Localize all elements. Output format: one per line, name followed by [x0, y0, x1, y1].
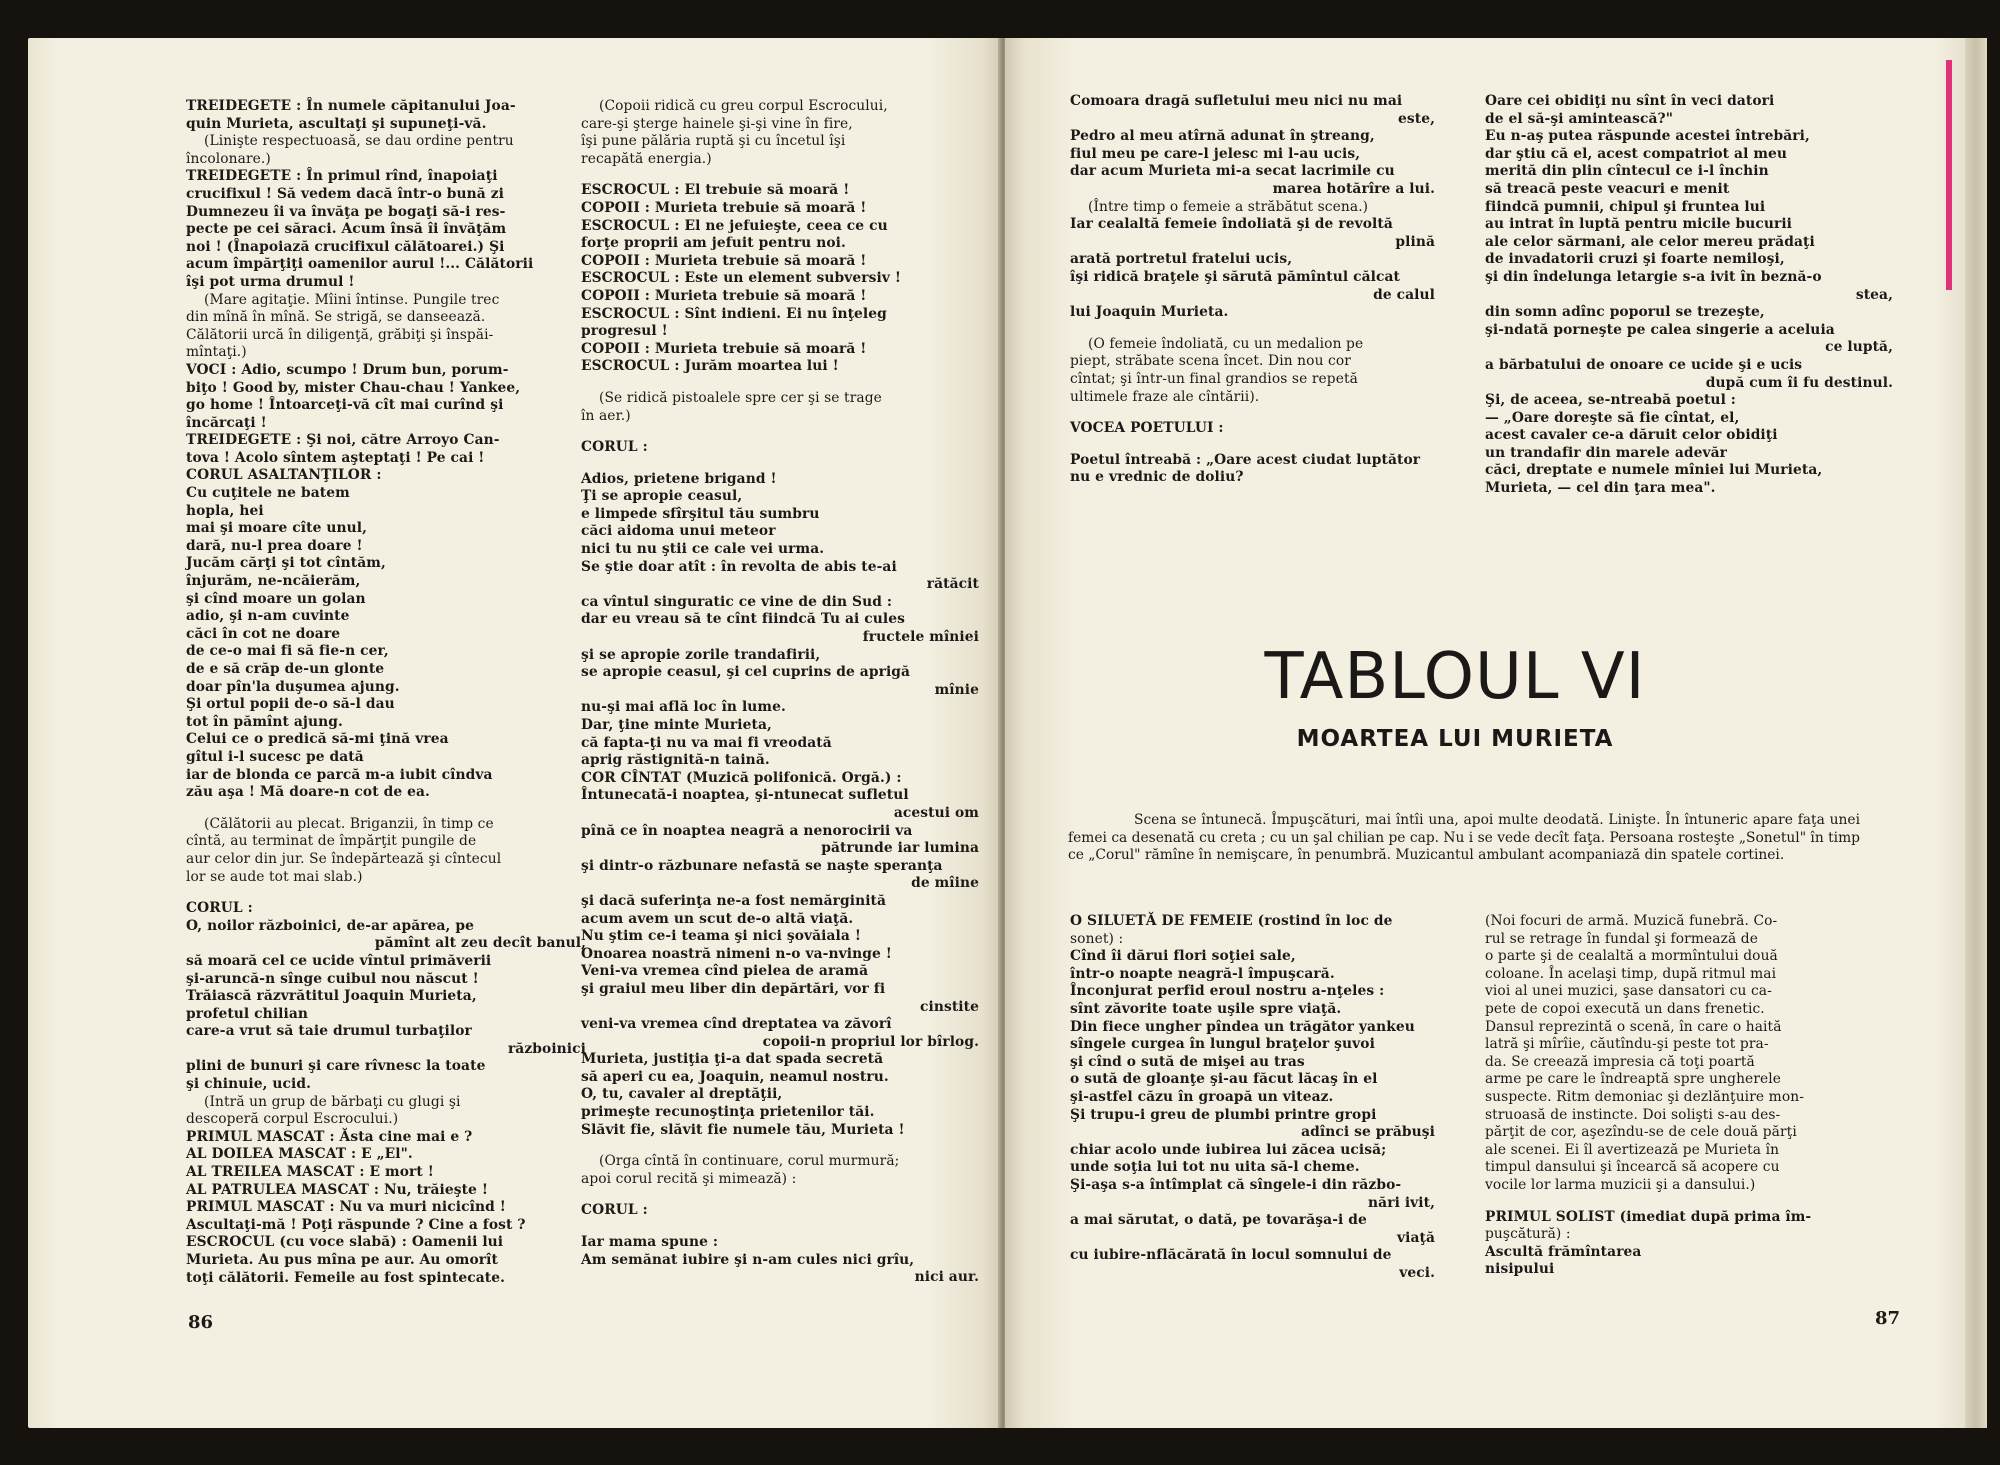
left-col2-line: Murieta, justiţia ţi-a dat spada secretă: [581, 1051, 884, 1068]
right-col1-line: plină: [1395, 233, 1435, 250]
left-col2-line: [581, 457, 979, 471]
left-col1-line: aur celor din jur. Se îndepărtează şi cîntecul: [186, 850, 502, 867]
left-col2-line: [581, 425, 979, 439]
right-col1-line: arată portretul fratelui ucis,: [1070, 251, 1293, 268]
left-col2-line: Am semănat iubire şi n-am cules nici grîu,: [581, 1251, 915, 1268]
left-col2-line: Onoarea noastră nimeni n-o va-nvinge !: [581, 945, 892, 962]
left-col2-line: pînă ce în noaptea neagră a nenorocirii va: [581, 822, 913, 839]
left-col2-line: COPOII : Murieta trebuie să moară !: [581, 287, 867, 304]
right-col2-line: stea,: [1855, 286, 1893, 303]
left-col1-line: adio, şi n-am cuvinte: [186, 608, 350, 625]
left-col1-line: şi cînd moare un golan: [186, 590, 366, 607]
left-col2-line: Adios, prietene brigand !: [581, 470, 777, 487]
left-col2-line: ESCROCUL : Jurăm moartea lui !: [581, 358, 839, 375]
left-col1-line: cîntă, au terminat de împărţit pungile de: [186, 833, 477, 850]
left-col2-line: ca vîntul singuratic ce vine de din Sud :: [581, 593, 893, 610]
right-col2-line: ale celor sărmani, ale celor mereu prădaţi: [1485, 233, 1815, 250]
right-col3-line: Şi-aşa s-a întîmplat că sîngele-i din războ-: [1070, 1176, 1402, 1193]
right-col2-line: de invadatorii cruzi şi foarte nemiloşi,: [1485, 251, 1785, 268]
left-col2-line: şi dintr-o răzbunare nefastă se naşte speranţa: [581, 857, 943, 874]
right-col4-line: Ascultă frămîntarea: [1485, 1243, 1642, 1260]
left-col2-line: [581, 1188, 979, 1202]
left-col1-line: Murieta. Au pus mîna pe aur. Au omorît: [186, 1252, 498, 1268]
left-col2-line: veni-va vremea cînd dreptatea va zăvorî: [581, 1016, 892, 1033]
left-col1-line: războinici: [507, 1040, 586, 1057]
right-col4-line: coloane. În acelaşi timp, după ritmul mai: [1485, 965, 1777, 982]
right-col1-line: cîntat; şi într-un final grandios se repetă: [1070, 370, 1358, 387]
right-col2-line: au intrat în luptă pentru micile bucurii: [1485, 216, 1793, 233]
left-col2-line: (Orga cîntă în continuare, corul murmură;: [599, 1153, 900, 1170]
left-col1-line: (Mare agitaţie. Mîini întinse. Pungile trec: [204, 291, 500, 308]
left-col2-line: şi dacă suferinţa ne-a fost nemărginită: [581, 892, 887, 909]
left-col1-line: CORUL ASALTANŢILOR :: [186, 467, 382, 484]
right-col1-line: [1070, 322, 1435, 336]
left-col2-line: Ţi se apropie ceasul,: [581, 488, 743, 505]
left-col1-line: Jucăm cărţi şi tot cîntăm,: [186, 555, 386, 572]
left-col2-line: fructele mîniei: [862, 629, 979, 646]
left-col2-line: Se ştie doar atît : în revolta de abis te-ai: [581, 558, 897, 575]
left-col2-line: de mîine: [911, 875, 979, 892]
left-col1-line: quin Murieta, ascultaţi şi supuneţi-vă.: [186, 115, 487, 132]
left-col1-line: (Călătorii au plecat. Briganzii, în timp ce: [204, 815, 494, 832]
left-col2-line: nici aur.: [914, 1269, 979, 1286]
right-col4-line: puşcătură) :: [1485, 1226, 1571, 1243]
right-col2-line: să treacă peste veacuri e menit: [1485, 180, 1730, 197]
right-col1-line: Comoara dragă sufletului meu nici nu mai: [1070, 93, 1403, 109]
left-col1-line: biţo ! Good by, mister Chau-chau ! Yankee,: [186, 379, 521, 396]
right-col2-line: a bărbatului de onoare ce ucide şi e ucis: [1485, 356, 1803, 373]
left-col1-line: AL PATRULEA MASCAT : Nu, trăieşte !: [186, 1181, 488, 1198]
left-col1-line: şi-aruncă-n sînge cuibul nou născut !: [186, 970, 479, 987]
left-col2-line: ESCROCUL : Sînt indieni. Ei nu înţeleg: [581, 305, 887, 322]
right-col2-line: fiindcă pumnii, chipul şi fruntea lui: [1485, 198, 1766, 215]
left-col1-line: zău aşa ! Mă doare-n cot de ea.: [186, 784, 430, 801]
right-col3-line: Cînd îi dărui flori soţiei sale,: [1070, 948, 1296, 965]
right-col3-line: într-o noapte neagră-l împuşcară.: [1070, 965, 1335, 982]
left-col1-line: Dumnezeu îi va învăţa pe bogaţi să-i res-: [186, 203, 506, 220]
left-col1-line: din mînă în mînă. Se strigă, se danseează.: [186, 309, 486, 326]
left-col1-line: să moară cel ce ucide vîntul primăverii: [186, 952, 492, 969]
right-col4-line: vocile lor larma muzicii şi a dansului.): [1485, 1176, 1756, 1193]
left-col1-line: care-a vrut să taie drumul turbaţilor: [186, 1023, 472, 1040]
left-col2-line: se apropie ceasul, şi cel cuprins de aprigă: [581, 664, 911, 681]
right-col1-line: [1070, 438, 1435, 452]
right-col4-line: o parte şi de cealaltă a mormîntului două: [1485, 948, 1778, 965]
section-title: TABLOUL VI: [1264, 640, 1646, 714]
right-col4-line: rul se retrage în fundal şi formează de: [1485, 930, 1758, 947]
left-col2-line: CORUL :: [581, 439, 648, 456]
left-col2-line: (Se ridică pistoalele spre cer şi se trage: [599, 389, 882, 406]
left-col1-line: acum împărţiţi oamenilor aurul !... Călătorii: [186, 256, 534, 273]
left-col2-line: mînie: [934, 681, 979, 698]
right-col3-line: sîngele curgea în lungul braţelor şuvoi: [1070, 1036, 1375, 1053]
right-col3-line: chiar acolo unde iubirea lui zăcea ucisă;: [1070, 1141, 1387, 1158]
left-col1-line: profetul chilian: [186, 1005, 309, 1022]
left-col1-line: TREIDEGETE : În numele căpitanului Joa-: [186, 98, 516, 114]
right-col2-line: după cum îi fu destinul.: [1705, 374, 1893, 391]
left-col2-line: Nu ştim ce-i teama şi nici şovăiala !: [581, 928, 861, 945]
page-number-right: 87: [1875, 1308, 1901, 1329]
left-col2-line: că fapta-ţi nu va mai fi vreodată: [581, 734, 832, 751]
right-col2-line: şi din îndelunga letargie s-a ivit în beznă-o: [1485, 268, 1822, 285]
right-col3-line: cu iubire-nflăcărată în locul somnului de: [1070, 1247, 1392, 1264]
left-col1-line: O, noilor războinici, de-ar apărea, pe: [186, 917, 474, 934]
right-col3-line: sonet) :: [1070, 930, 1124, 947]
right-col3-line: a mai sărutat, o dată, pe tovarăşa-i de: [1070, 1212, 1367, 1229]
right-col1-line: (O femeie îndoliată, cu un medalion pe: [1088, 335, 1364, 352]
right-col3-line: nări ivit,: [1368, 1194, 1435, 1211]
right-col3-line: şi-astfel căzu în groapă un viteaz.: [1070, 1088, 1334, 1105]
left-col2-line: progresul !: [581, 323, 668, 340]
left-col2-line: Dar, ţine minte Murieta,: [581, 717, 772, 733]
right-col3-line: Înconjurat perfid eroul nostru a-nţeles :: [1070, 983, 1385, 1000]
right-col2-line: şi-ndată porneşte pe calea singerie a aceluia: [1485, 321, 1835, 338]
left-col1-line: Celui ce o predică să-mi ţină vrea: [186, 731, 449, 748]
left-col2-line: O, tu, cavaler al dreptăţii,: [581, 1086, 783, 1103]
right-col2-line: Murieta, — cel din ţara mea".: [1485, 480, 1716, 497]
left-col1-line: go home ! Întoarceţi-vă cît mai curînd şi: [186, 397, 504, 414]
left-col1-line: noi ! (Înapoiază crucifixul călătoarei.) Şi: [186, 238, 505, 255]
left-col1-line: VOCI : Adio, scumpo ! Drum bun, porum-: [186, 361, 509, 378]
right-page-column-2: [1485, 93, 1893, 498]
right-col1-line: [1070, 406, 1435, 420]
left-col1-line: doar pîn'la duşumea ajung.: [186, 678, 400, 695]
right-col4-line: latră şi mîrîie, căutîndu-şi peste tot pra-: [1485, 1036, 1769, 1053]
right-col4-line: (Noi focuri de armă. Muzică funebră. Co-: [1485, 913, 1778, 929]
right-page-column-1: [1070, 93, 1435, 487]
right-col3-line: sînt zăvorite toate uşile spre viaţă.: [1070, 1000, 1342, 1017]
left-col2-line: Slăvit fie, slăvit fie numele tău, Murieta !: [581, 1121, 905, 1138]
left-col1-line: [186, 802, 586, 816]
left-col2-line: [581, 1139, 979, 1153]
left-col2-line: Iar mama spune :: [581, 1234, 719, 1251]
right-col3-line: unde soţia lui tot nu uita să-l cheme.: [1070, 1159, 1360, 1176]
left-col2-line: îşi pune pălăria ruptă şi cu încetul îşi: [581, 133, 846, 150]
right-col2-line: merită din plin cîntecul ce i-l închin: [1485, 163, 1769, 180]
right-page-column-3: [1070, 913, 1435, 1282]
left-col2-line: ESCROCUL : El ne jefuieşte, ceea ce cu: [581, 217, 888, 234]
left-col2-line: şi se apropie zorile trandafirii,: [581, 646, 821, 663]
right-col1-line: dar acum Murieta mi-a secat lacrimile cu: [1070, 163, 1395, 180]
left-col1-line: îşi pot urma drumul !: [186, 273, 355, 290]
right-col2-line: căci, dreptate e numele mîniei lui Murieta,: [1485, 462, 1823, 479]
left-col1-line: AL TREILEA MASCAT : E mort !: [186, 1164, 434, 1181]
right-col3-line: veci.: [1399, 1264, 1435, 1281]
left-col1-line: plini de bunuri şi care rîvnesc la toate: [186, 1058, 486, 1075]
right-col3-line: Din fiece ungher pîndea un trăgător yankeu: [1070, 1018, 1415, 1035]
page-number-left: 86: [188, 1312, 214, 1333]
right-col4-line: timpul dansului şi încearcă să acopere cu: [1485, 1159, 1780, 1176]
left-col2-line: [581, 168, 979, 182]
left-col1-line: Cu cuţitele ne batem: [186, 485, 350, 502]
right-col4-line: vioi al unei muzici, şase dansatori cu ca-: [1485, 983, 1772, 1000]
left-col2-line: forţe proprii am jefuit pentru noi.: [581, 235, 846, 252]
left-col1-line: TREIDEGETE : În primul rînd, înapoiaţi: [186, 168, 498, 185]
left-col2-line: să aperi cu ea, Joaquin, neamul nostru.: [581, 1068, 889, 1085]
left-col1-line: gîtul i-l sucesc pe dată: [186, 748, 364, 765]
left-col2-line: recapătă energia.): [581, 150, 712, 167]
right-col4-line: nisipului: [1485, 1261, 1555, 1278]
left-col2-line: (Copoii ridică cu greu corpul Escrocului,: [599, 98, 888, 114]
left-col2-line: COPOII : Murieta trebuie să moară !: [581, 199, 867, 216]
right-col1-line: lui Joaquin Murieta.: [1070, 304, 1229, 321]
right-col2-line: — „Oare doreşte să fie cîntat, el,: [1485, 409, 1740, 426]
left-col2-line: CORUL :: [581, 1202, 648, 1219]
right-col1-line: îşi ridică braţele şi sărută pămîntul călcat: [1070, 268, 1400, 285]
right-col4-line: ale scenei. Ei îl avertizează pe Murieta în: [1485, 1141, 1780, 1158]
left-col2-line: căci aidoma unui meteor: [581, 523, 776, 540]
left-col1-line: lor se aude tot mai slab.): [186, 868, 363, 885]
right-col4-line: struoasă de instincte. Doi solişti s-au des-: [1485, 1106, 1781, 1123]
left-col1-line: Trăiască răzvrătitul Joaquin Murieta,: [186, 988, 477, 1005]
right-col4-line: [1485, 1195, 1893, 1209]
right-col2-line: de el să-şi amintească?": [1485, 110, 1673, 127]
right-col4-line: suspecte. Ritm demoniac şi dezlănţuire mon-: [1485, 1088, 1804, 1105]
right-col4-line: PRIMUL SOLIST (imediat după prima îm-: [1485, 1208, 1812, 1225]
right-page-column-4: [1485, 913, 1893, 1279]
left-col1-line: descoperă corpul Escrocului.): [186, 1111, 399, 1128]
bookmark-ribbon: [1946, 60, 1952, 290]
right-col2-line: dar ştiu că el, acest compatriot al meu: [1485, 145, 1788, 162]
scene-intro-paragraph: Scena se întunecă. Împuşcături, mai întîi una, apoi multe deodată. Linişte. În întuneric apare faţa unei femei ca desenată cu creta ; cu un şal chilian pe cap. Nu i se vede decît faţa. Persoana rosteşte „Sonetul" în timp ce „Corul" rămîne în nemişcare, în penumbră. Muzicantul ambulant acompaniază din spatele cortinei.: [1068, 812, 1860, 864]
left-page-column-2: [581, 98, 979, 1287]
left-col2-line: COPOII : Murieta trebuie să moară !: [581, 340, 867, 357]
left-col2-line: şi graiul meu liber din depărtări, vor fi: [581, 980, 886, 997]
left-col1-line: încolonare.): [186, 150, 271, 167]
right-col1-line: de calul: [1373, 286, 1435, 303]
right-col3-line: o sută de gloanţe şi-au făcut lăcaş în el: [1070, 1071, 1378, 1088]
left-col1-line: Şi ortul popii de-o să-l dau: [186, 696, 395, 713]
right-col2-line: Eu n-aş putea răspunde acestei întrebări,: [1485, 128, 1810, 145]
section-subtitle: MOARTEA LUI MURIETA: [1296, 726, 1614, 752]
page-edge: [1965, 38, 1987, 1428]
right-col1-line: nu e vrednic de doliu?: [1070, 469, 1244, 486]
right-col1-line: Poetul întreabă : „Oare acest ciudat luptător: [1070, 451, 1421, 468]
left-col1-line: CORUL :: [186, 900, 253, 917]
right-col1-line: Pedro al meu atîrnă adunat în ştreang,: [1070, 128, 1375, 145]
right-col3-line: O SILUETĂ DE FEMEIE (rostind în loc de: [1070, 913, 1393, 929]
left-col1-line: TREIDEGETE : Şi noi, către Arroyo Can-: [186, 432, 500, 449]
left-col2-line: cinstite: [919, 998, 979, 1015]
left-col1-line: mîntaţi.): [186, 344, 247, 361]
right-col4-line: da. Se creează impresia că toţi poartă: [1485, 1053, 1755, 1070]
left-col2-line: ESCROCUL : El trebuie să moară !: [581, 182, 850, 199]
left-page-column-1: [186, 98, 586, 1287]
left-col1-line: hopla, hei: [186, 502, 264, 519]
right-col1-line: piept, străbate scena încet. Din nou cor: [1070, 353, 1351, 370]
left-col1-line: încărcaţi !: [186, 414, 267, 431]
left-col1-line: dară, nu-l prea doare !: [186, 537, 363, 554]
left-col2-line: e limpede sfîrşitul tău sumbru: [581, 505, 820, 522]
right-col2-line: ce luptă,: [1825, 339, 1893, 356]
right-col1-line: ultimele fraze ale cîntării).: [1070, 388, 1260, 405]
left-col2-line: ESCROCUL : Este un element subversiv !: [581, 270, 902, 287]
left-col2-line: [581, 376, 979, 390]
right-col4-line: Dansul reprezintă o scenă, în care o haită: [1485, 1018, 1782, 1035]
right-col1-line: (Între timp o femeie a străbătut scena.): [1088, 198, 1369, 215]
right-col1-line: marea hotărîre a lui.: [1272, 180, 1435, 197]
right-col2-line: Şi, de aceea, se-ntreabă poetul :: [1485, 392, 1737, 409]
left-col1-line: mai şi moare cîte unul,: [186, 520, 368, 537]
right-col1-line: Iar cealaltă femeie îndoliată şi de revoltă: [1070, 216, 1393, 233]
left-col1-line: (Intră un grup de bărbaţi cu glugi şi: [204, 1093, 461, 1110]
left-col2-line: COPOII : Murieta trebuie să moară !: [581, 252, 867, 269]
left-col2-line: primeşte recunoştinţa prietenilor tăi.: [581, 1104, 875, 1121]
left-col1-line: tova ! Acolo sîntem aşteptaţi ! Pe cai !: [186, 449, 485, 466]
left-col1-line: de e să crăp de-un glonte: [186, 661, 385, 677]
left-page: [28, 38, 1003, 1428]
right-col3-line: Şi trupu-i greu de plumbi printre gropi: [1070, 1106, 1377, 1123]
left-col2-line: în aer.): [581, 407, 631, 424]
left-col2-line: copoii-n propriul lor bîrlog.: [762, 1033, 979, 1050]
left-col1-line: de ce-o mai fi să fie-n cer,: [186, 643, 389, 660]
left-col2-line: aprig răstignită-n taină.: [581, 752, 770, 769]
left-col2-line: COR CÎNTAT (Muzică polifonică. Orgă.) :: [581, 769, 902, 786]
left-col1-line: PRIMUL MASCAT : Ăsta cine mai e ?: [186, 1128, 473, 1145]
left-col2-line: care-şi şterge hainele şi-şi vine în fire,: [581, 115, 853, 132]
left-col1-line: ESCROCUL (cu voce slabă) : Oamenii lui: [186, 1234, 504, 1251]
right-col3-line: şi cînd o sută de mişei au tras: [1070, 1053, 1305, 1070]
left-col2-line: apoi corul recită şi mimează) :: [581, 1170, 797, 1187]
left-col1-line: căci în cot ne doare: [186, 625, 341, 642]
left-col1-line: iar de blonda ce parcă m-a iubit cîndva: [186, 766, 493, 783]
left-col2-line: pătrunde iar lumina: [821, 840, 979, 857]
left-col1-line: înjurăm, ne-ncăierăm,: [186, 573, 361, 590]
left-col2-line: dar eu vreau să te cînt fiindcă Tu ai cules: [581, 611, 905, 628]
right-col1-line: fiul meu pe care-l jelesc mi l-au ucis,: [1070, 145, 1361, 162]
left-col2-line: acum avem un scut de-o altă viaţă.: [581, 910, 854, 927]
left-col1-line: Ascultaţi-mă ! Poţi răspunde ? Cine a fost ?: [186, 1216, 526, 1233]
left-col2-line: rătăcit: [926, 576, 979, 593]
left-col1-line: pecte pe cei săraci. Acum însă îi învăţăm: [186, 221, 507, 238]
left-col1-line: pămînt alt zeu decît banul,: [374, 935, 586, 952]
right-col1-line: VOCEA POETULUI :: [1070, 420, 1224, 437]
left-col2-line: Veni-va vremea cînd pielea de aramă: [581, 963, 869, 980]
left-col1-line: AL DOILEA MASCAT : E „El".: [186, 1146, 413, 1163]
left-col2-line: acestui om: [893, 804, 979, 821]
right-col3-line: adînci se prăbuşi: [1301, 1124, 1435, 1141]
right-col3-line: viaţă: [1396, 1229, 1435, 1246]
left-col1-line: crucifixul ! Să vedem dacă într-o bună zi: [186, 185, 505, 202]
right-col4-line: părţit de cor, aşezîndu-se de cele două părţi: [1485, 1124, 1797, 1141]
left-col2-line: Întunecată-i noaptea, şi-ntunecat sufletul: [581, 787, 909, 804]
right-col2-line: acest cavaler ce-a dăruit celor obidiţi: [1485, 427, 1778, 444]
left-col1-line: PRIMUL MASCAT : Nu va muri nicicînd !: [186, 1199, 506, 1216]
left-col1-line: toţi călătorii. Femeile au fost spintecate.: [186, 1269, 505, 1286]
right-col2-line: Oare cei obidiţi nu sînt în veci datori: [1485, 93, 1775, 109]
left-col1-line: tot în pămînt ajung.: [186, 713, 343, 730]
left-col2-line: [581, 1220, 979, 1234]
right-col1-line: este,: [1398, 110, 1435, 127]
left-col1-line: [186, 886, 586, 900]
left-col1-line: Călătorii urcă în diligenţă, grăbiţi şi înspăi-: [186, 326, 494, 343]
right-col2-line: un trandafir din marele adevăr: [1485, 444, 1728, 461]
left-col2-line: nu-şi mai află loc în lume.: [581, 699, 786, 716]
right-col2-line: din somn adînc poporul se trezeşte,: [1485, 304, 1765, 321]
left-col1-line: (Linişte respectuoasă, se dau ordine pentru: [204, 133, 514, 150]
left-col1-line: şi chinuie, ucid.: [186, 1076, 311, 1093]
right-col4-line: arme pe care le îndreaptă spre ungherele: [1485, 1071, 1782, 1088]
left-col2-line: nici tu nu ştii ce cale vei urma.: [581, 541, 825, 558]
right-col4-line: pete de copoi execută un dans frenetic.: [1485, 1000, 1765, 1017]
